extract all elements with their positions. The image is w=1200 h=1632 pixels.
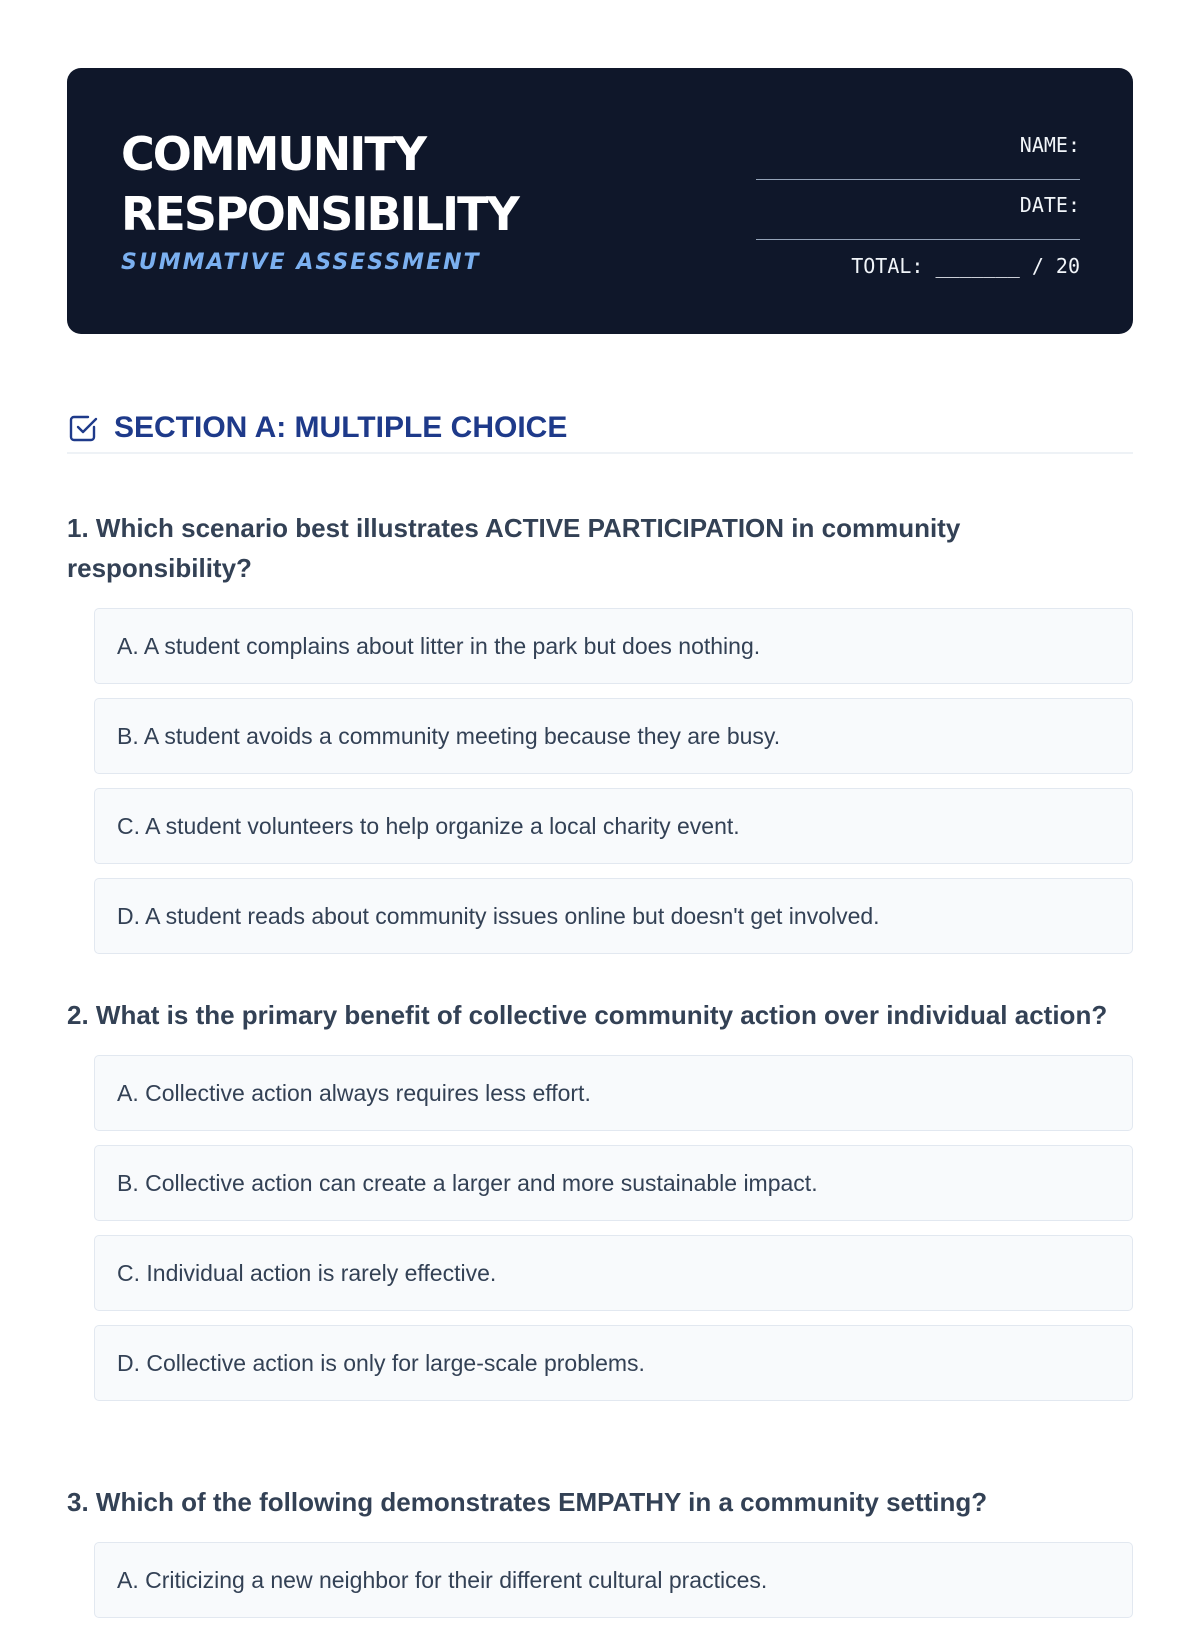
question-1 (67, 508, 1133, 968)
name-label: NAME: (1019, 133, 1080, 157)
option-list (94, 1542, 1133, 1618)
checkbox-icon (67, 412, 99, 444)
assessment-page (67, 68, 1133, 1593)
question-text: 2. What is the primary benefit of collective community action over individual action? (67, 1000, 1108, 1030)
option-a[interactable]: A. Criticizing a new neighbor for their different cultural practices. (94, 1542, 1133, 1618)
option-c[interactable]: C. Individual action is rarely effective. (94, 1235, 1133, 1311)
question-text: 1. Which scenario best illustrates ACTIVE PARTICIPATION in community responsibility? (67, 513, 961, 583)
option-list (94, 608, 1133, 954)
option-a[interactable]: A. A student complains about litter in the park but does nothing. (94, 608, 1133, 684)
question-2 (67, 995, 1133, 1415)
question-text: 3. Which of the following demonstrates EMPATHY in a community setting? (67, 1487, 988, 1517)
option-c[interactable]: C. A student volunteers to help organize a local charity event. (94, 788, 1133, 864)
option-a[interactable]: A. Collective action always requires less effort. (94, 1055, 1133, 1131)
total-label: TOTAL: _______ / 20 (851, 254, 1080, 278)
section-a-header (67, 408, 1133, 454)
option-d[interactable]: D. A student reads about community issues online but doesn't get involved. (94, 878, 1133, 954)
option-list (94, 1055, 1133, 1401)
date-field[interactable] (756, 193, 1080, 240)
name-field[interactable] (756, 133, 1080, 180)
title-line-1: COMMUNITY (121, 127, 426, 181)
option-d[interactable]: D. Collective action is only for large-scale problems. (94, 1325, 1133, 1401)
total-score-field (756, 254, 1080, 278)
page-subtitle: SUMMATIVE ASSESSMENT (121, 250, 481, 275)
section-title: SECTION A: MULTIPLE CHOICE (114, 411, 568, 444)
question-3 (67, 1482, 1133, 1632)
page-title (121, 124, 641, 244)
assessment-header (67, 68, 1133, 334)
option-b[interactable]: B. A student avoids a community meeting because they are busy. (94, 698, 1133, 774)
option-b[interactable]: B. Collective action can create a larger and more sustainable impact. (94, 1145, 1133, 1221)
title-line-2: RESPONSIBILITY (121, 187, 518, 241)
date-label: DATE: (1019, 193, 1080, 217)
